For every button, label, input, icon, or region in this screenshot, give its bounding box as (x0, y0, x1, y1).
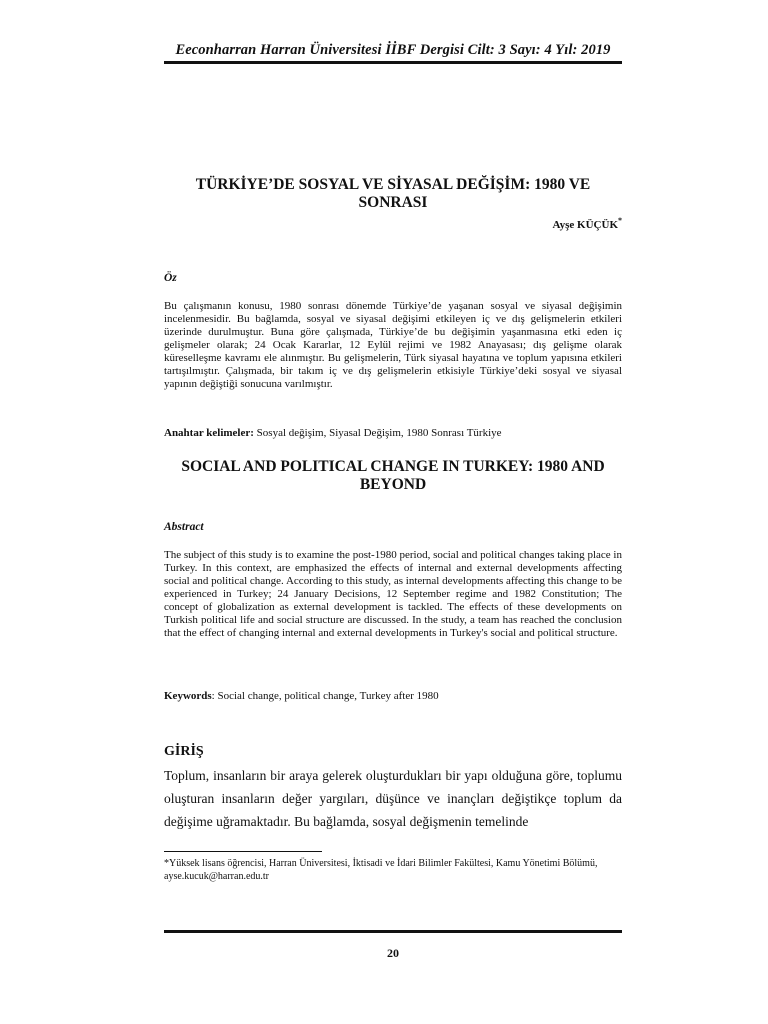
keywords-en-value: : Social change, political change, Turkey after 1980 (211, 690, 439, 702)
abstract-text: The subject of this study is to examine the post-1980 period, social and political changes taking place in Turkey. In this context, are emphasized the effects of internal and external developments affecting social and political change. According to this study, as internal developments affecting this change to be experienced in Turkey; 24 January Decisions, 12 September regime and 1982 Constitution; The concept of globalization as external development is tackled. The effects of these developments on Turkish political life and social structure are discussed. In the study, a team has reached the conclusion that the effect of changing internal and external developments in Turkey's social and political structure. (164, 549, 622, 639)
body-text: Toplum, insanların bir araya gelerek oluşturdukları bir yapı olduğuna göre, toplumu oluşturan insanların değer yargıları, düşünce ve inançları değiştikçe toplum da değişime uğramaktadır. Bu bağlamda, sosyal değişmenin temelinde (164, 768, 622, 829)
header-rule (164, 61, 622, 64)
journal-header: Eeconharran Harran Üniversitesi İİBF Dergisi Cilt: 3 Sayı: 4 Yıl: 2019 (175, 42, 611, 58)
article-title-tr: TÜRKİYE’DE SOSYAL VE SİYASAL DEĞİŞİM: 1980 VE SONRASI (195, 176, 591, 211)
author-name: Ayşe KÜÇÜK (552, 219, 618, 231)
oz-heading: Öz (164, 272, 177, 284)
page-number: 20 (387, 946, 399, 960)
footer-rule (164, 930, 622, 933)
keywords-en-label: Keywords (164, 690, 212, 702)
author (553, 216, 622, 231)
author-footnote-mark: * (618, 216, 622, 225)
abstract-heading: Abstract (164, 521, 204, 533)
article-title-en: SOCIAL AND POLITICAL CHANGE IN TURKEY: 1980 AND BEYOND (181, 458, 605, 493)
keywords-en (164, 690, 622, 703)
giris-heading: GİRİŞ (164, 744, 204, 759)
footnote-rule (164, 851, 322, 852)
keywords-tr-label: Anahtar kelimeler: (164, 427, 254, 439)
keywords-tr (164, 427, 622, 440)
keywords-tr-value: Sosyal değişim, Siyasal Değişim, 1980 Sonrası Türkiye (256, 427, 502, 439)
footnote: *Yüksek lisans öğrencisi, Harran Üniversitesi, İktisadi ve İdari Bilimler Fakültesi, Kamu Yönetimi Bölümü, ayse.kucuk@harran.edu.tr (164, 858, 598, 882)
oz-text: Bu çalışmanın konusu, 1980 sonrası dönemde Türkiye’de yaşanan sosyal ve siyasal değişimin incelenmesidir. Bu bağlamda, sosyal ve siyasal değişimi etkileyen iç ve dış gelişmelerin etkileri üzerinde durulmuştur. Buna göre çalışmada, Türkiye’de bu değişimin yaşanmasına etki eden iç gelişmeler olarak; 24 Ocak Kararlar, 12 Eylül rejimi ve 1982 Anayasası; dış gelişme olarak küreselleşme kavramı ele alınmıştır. Bu gelişmelerin, Türk siyasal hayatına ve toplum yapısına etkileri tartışılmıştır. Çalışmada, bir takım iç ve dış gelişmelerin etkisiyle Türkiye’deki sosyal ve siyasal yapının değiştiği sonucuna varılmıştır. (164, 300, 622, 390)
